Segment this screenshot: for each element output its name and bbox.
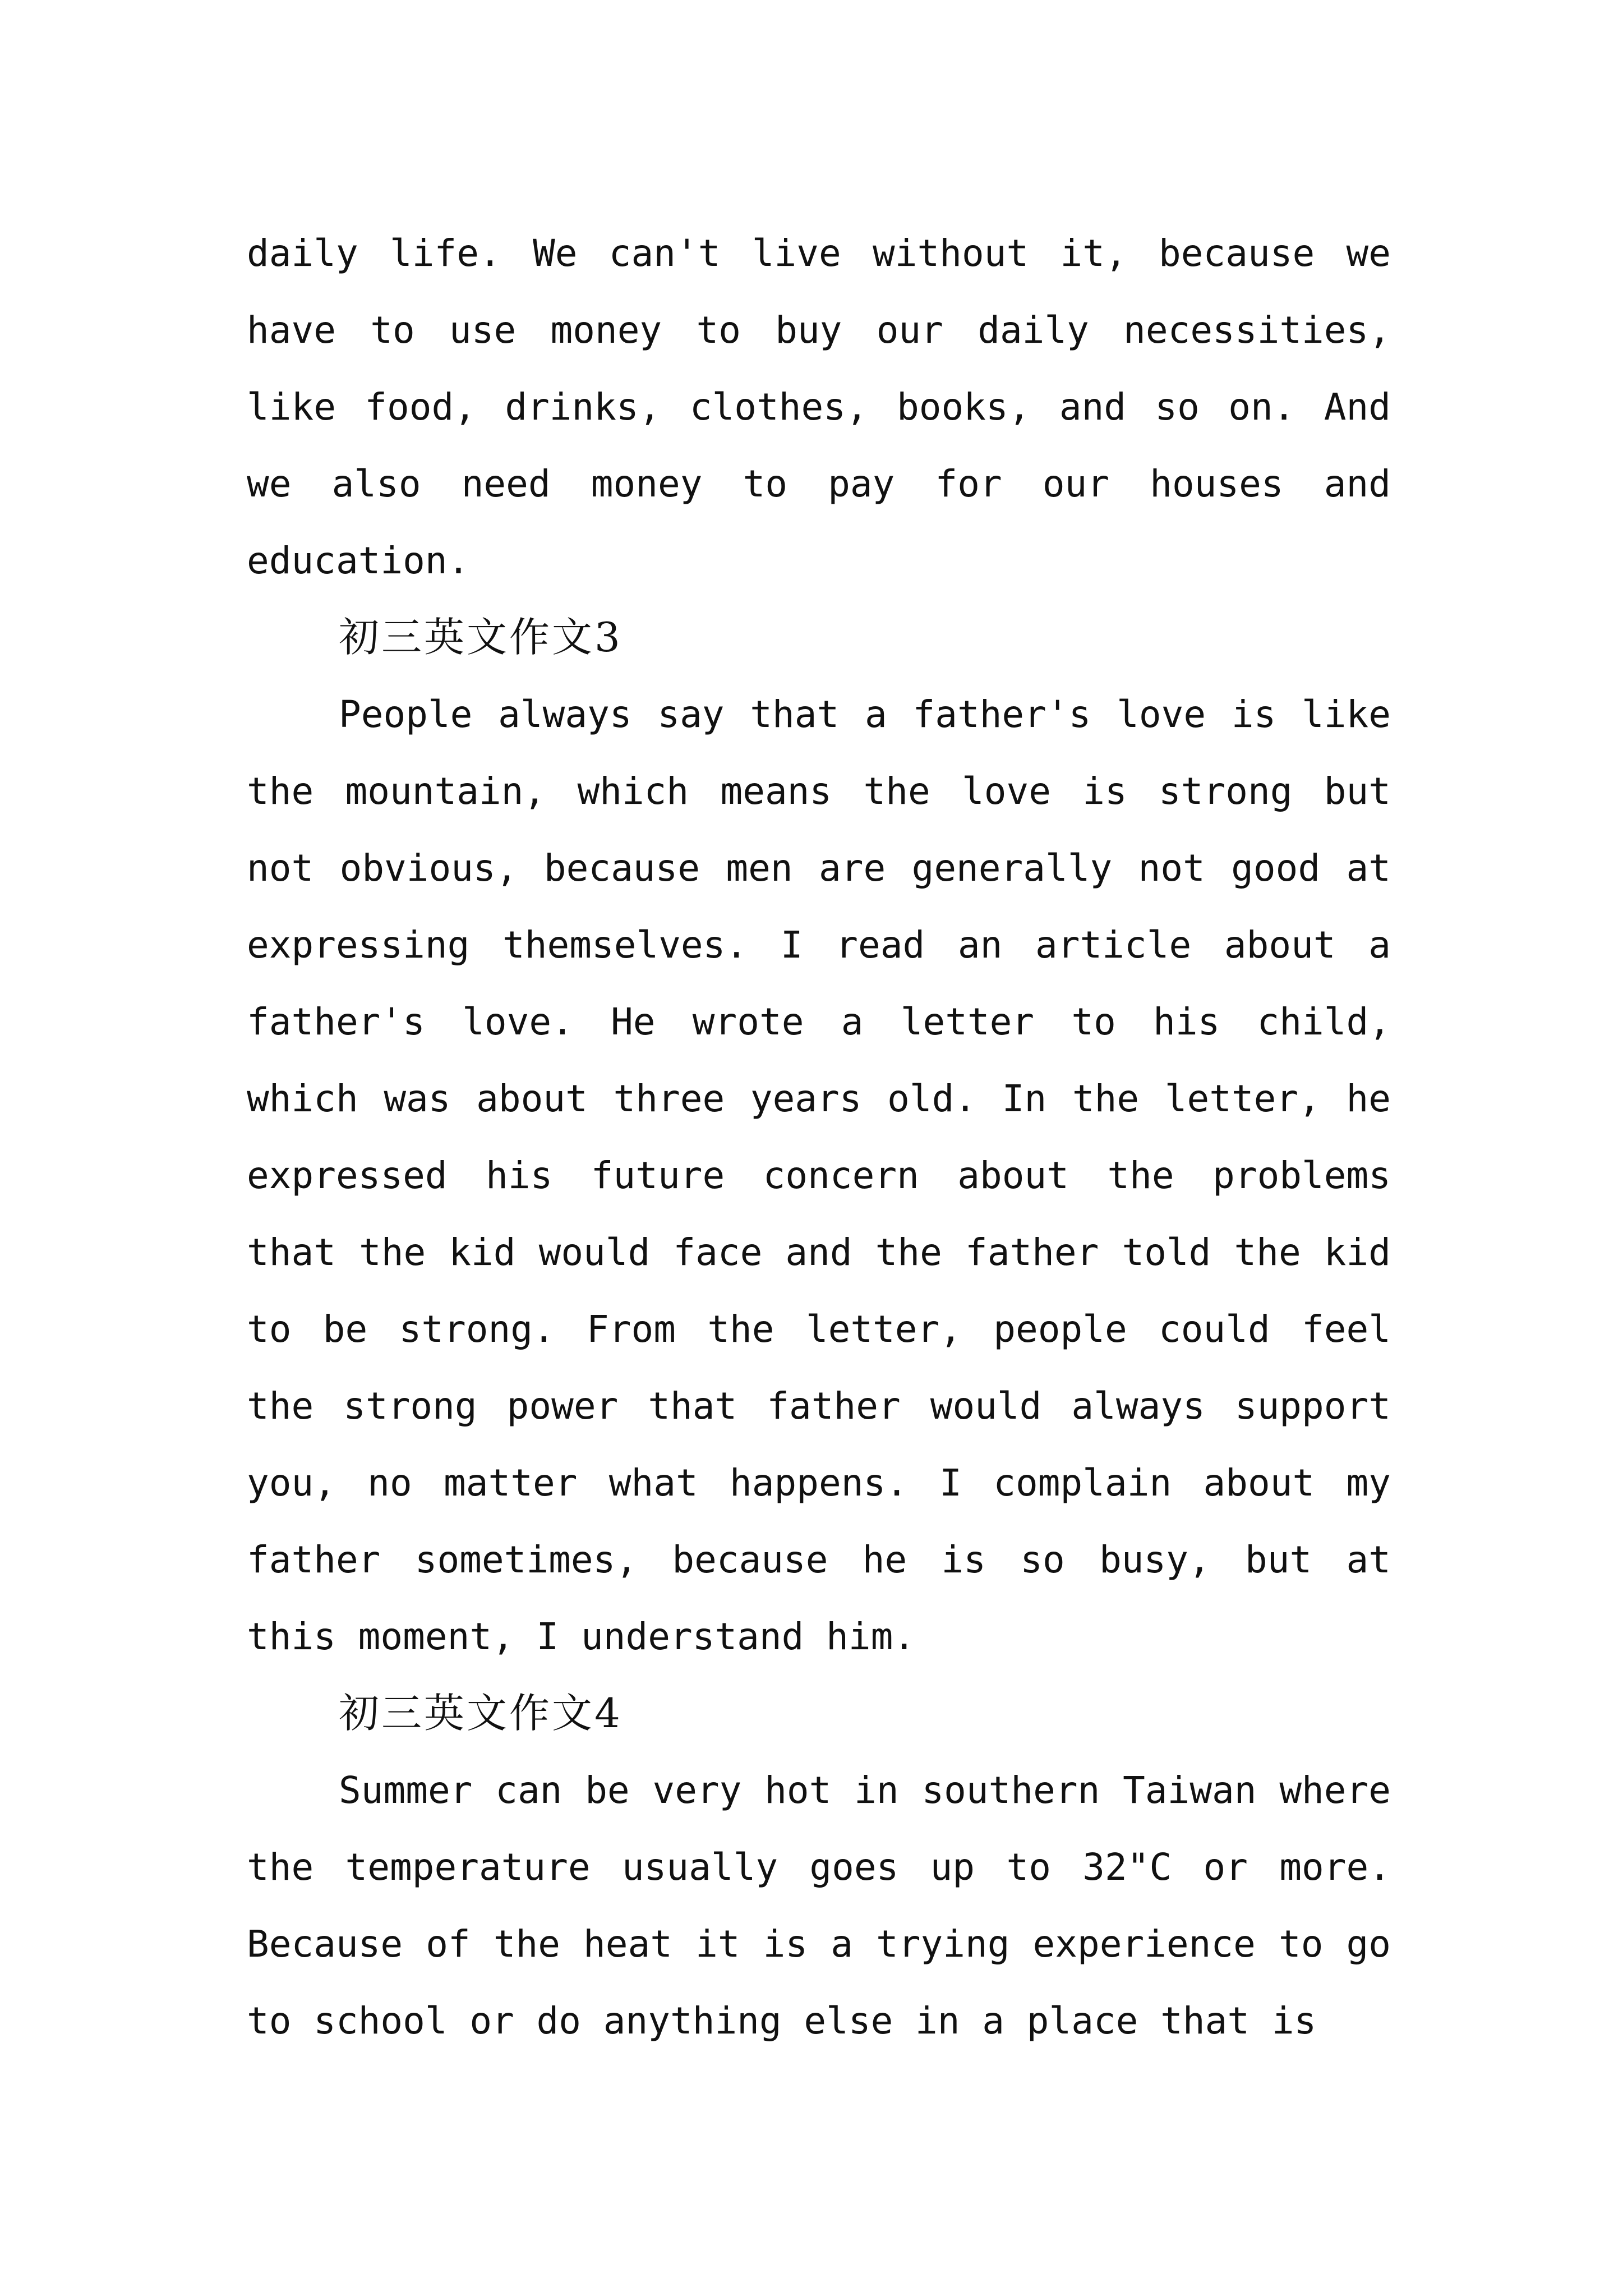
section-heading-3: 初三英文作文3 [339, 614, 623, 661]
document-body [247, 215, 1391, 2059]
section-heading-4: 初三英文作文4 [339, 1690, 623, 1737]
paragraph-essay-3: People always say that a father's love is like the mountain, which means the love is strong but not obvious, because men are generally not good at expressing themselves. I read an article about a father's love. He wrote a letter to his child, which was about three years old. In the letter, he expressed his future concern about the problems that the kid would face and the father told the kid to be strong. From the letter, people could feel the strong power that father would always support you, no matter what happens. I complain about my father sometimes, because he is so busy, but at this moment, I understand him. [247, 693, 1391, 1658]
paragraph-continuation: daily life. We can't live without it, because we have to use money to buy our daily necessities, like food, drinks, clothes, books, and so on. And we also need money to pay for our houses and education. [247, 232, 1391, 582]
paragraph-essay-4: Summer can be very hot in southern Taiwan where the temperature usually goes up to 32"C or more. Because of the heat it is a trying experience to go to school or do anything else in a place that is [247, 1769, 1391, 2042]
